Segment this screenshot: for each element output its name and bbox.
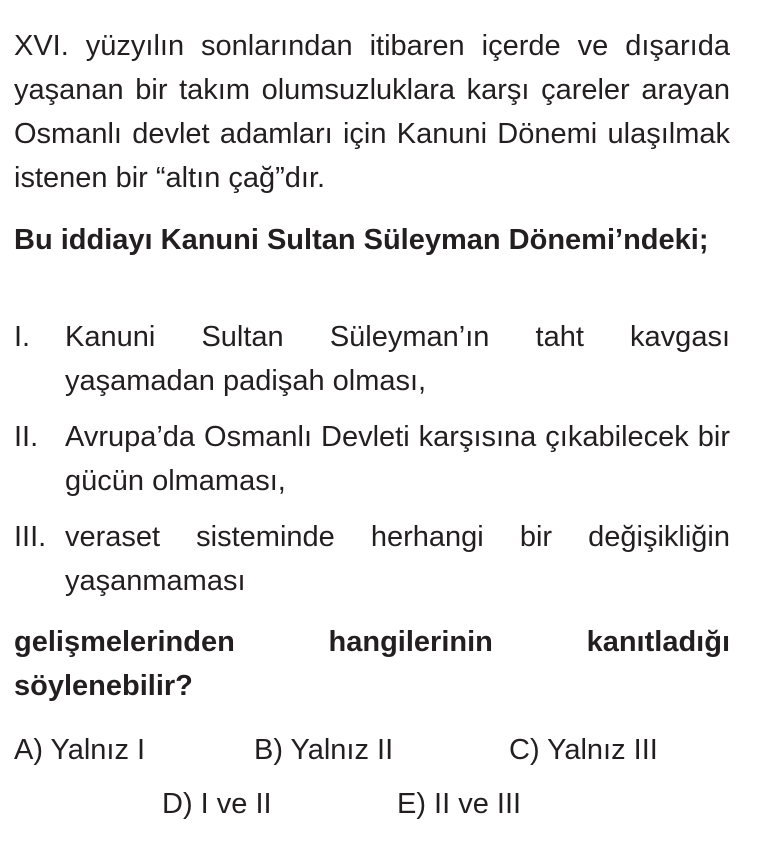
statement-numeral: II. [14,421,39,453]
question-lead: Bu iddiayı Kanuni Sultan Süleyman Dönemi’ndeki; [14,224,709,256]
statement-list [14,315,730,615]
intro-paragraph: XVI. yüzyılın sonlarından itibaren içerde ve dışarıda yaşanan bir takım olumsuzluklara karşı çareler arayan Osmanlı devlet adamları için Kanuni Dönemi ulaşılmak istenen bir “altın çağ”dır. [14,30,730,194]
answer-options [0,728,758,838]
option-d[interactable]: D) I ve II [162,788,272,820]
question-end: gelişmelerinden hangilerinin kanıtladığı söylenebilir? [14,626,730,702]
option-b[interactable]: B) Yalnız II [254,734,394,766]
statement-numeral: III. [14,521,47,553]
option-c[interactable]: C) Yalnız III [509,734,658,766]
statement-text: Avrupa’da Osmanlı Devleti karşısına çıkabilecek bir gücün olmaması, [65,421,730,497]
statement-text: veraset sisteminde herhangi bir değişikliğin yaşanmaması [65,521,730,597]
statement-numeral: I. [14,321,31,353]
option-a[interactable]: A) Yalnız I [14,734,146,766]
statement-item-2 [14,415,730,503]
option-e[interactable]: E) II ve III [397,788,522,820]
statement-item-1 [14,315,730,403]
statement-item-3 [14,515,730,603]
statement-text: Kanuni Sultan Süleyman’ın taht kavgası yaşamadan padişah olması, [65,321,730,397]
